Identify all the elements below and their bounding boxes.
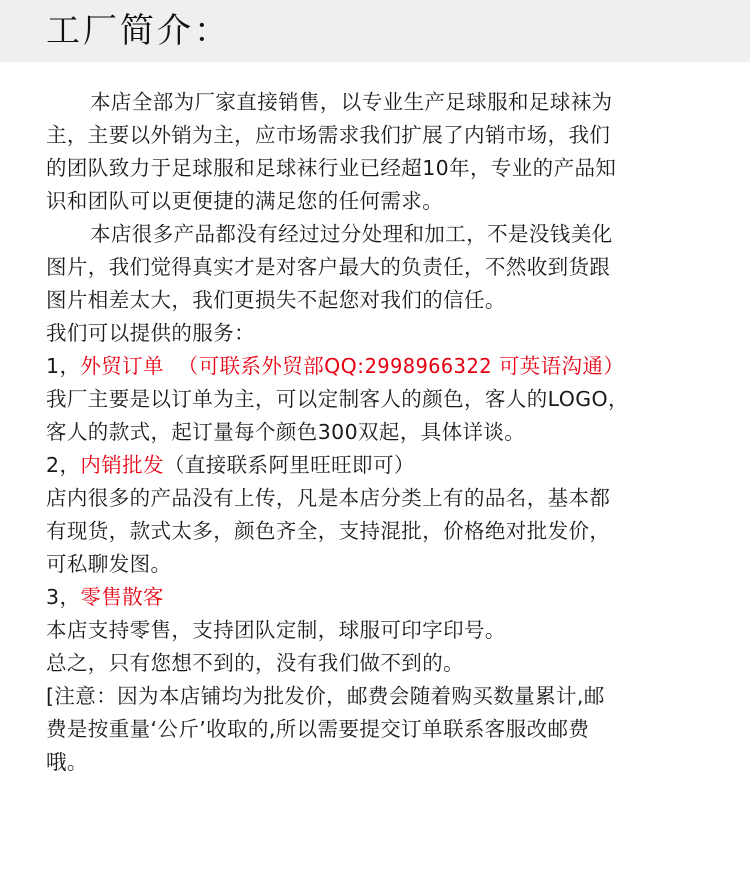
service-1-line: 客人的款式，起订量每个颜色300双起，具体详谈。	[46, 420, 526, 444]
service-number: 3，	[46, 585, 81, 609]
service-name: 内销批发	[80, 453, 164, 477]
service-name: 零售散客	[80, 585, 164, 609]
closing-summary: 总之，只有您想不到的，没有我们做不到的。	[46, 651, 464, 675]
service-number: 1，	[46, 354, 81, 378]
service-2-line: 有现货，款式太多，颜色齐全，支持混批，价格绝对批发价，	[46, 519, 611, 543]
page-title: 工厂简介：	[46, 11, 231, 51]
intro-line: 图片相差太大，我们更损失不起您对我们的信任。	[46, 288, 506, 312]
notice-line: [注意：因为本店铺均为批发价，邮费会随着购买数量累计,邮	[46, 684, 605, 708]
service-note: （直接联系阿里旺旺即可）	[163, 453, 415, 477]
intro-line: 识和团队可以更便捷的满足您的任何需求。	[46, 189, 444, 213]
service-2-line: 可私聊发图。	[46, 552, 172, 576]
intro-line: 的团队致力于足球服和足球袜行业已经超10年，专业的产品知	[46, 156, 617, 180]
notice-line: 费是按重量‘公斤’收取的,所以需要提交订单联系客服改邮费	[46, 717, 590, 741]
service-number: 2，	[46, 453, 81, 477]
body-text	[46, 86, 696, 779]
notice-line: 哦。	[46, 750, 88, 774]
service-2-line: 店内很多的产品没有上传，凡是本店分类上有的品名，基本都	[46, 486, 611, 510]
service-1-line: 我厂主要是以订单为主，可以定制客人的颜色，客人的LOGO，	[46, 387, 629, 411]
service-note: （可联系外贸部QQ:2998966322 可英语沟通）	[177, 354, 625, 378]
services-heading: 我们可以提供的服务：	[46, 321, 255, 345]
intro-line: 图片，我们觉得真实才是对客户最大的负责任，不然收到货跟	[46, 255, 611, 279]
service-3-line: 本店支持零售，支持团队定制，球服可印字印号。	[46, 618, 506, 642]
intro-line: 本店很多产品都没有经过过分处理和加工，不是没钱美化	[90, 222, 613, 246]
header-band	[0, 0, 750, 62]
service-1-heading	[46, 350, 696, 383]
service-2-heading	[46, 449, 696, 482]
service-3-heading	[46, 581, 696, 614]
intro-line: 本店全部为厂家直接销售，以专业生产足球服和足球袜为	[90, 90, 613, 114]
intro-line: 主，主要以外销为主，应市场需求我们扩展了内销市场，我们	[46, 123, 611, 147]
service-name: 外贸订单	[80, 354, 164, 378]
